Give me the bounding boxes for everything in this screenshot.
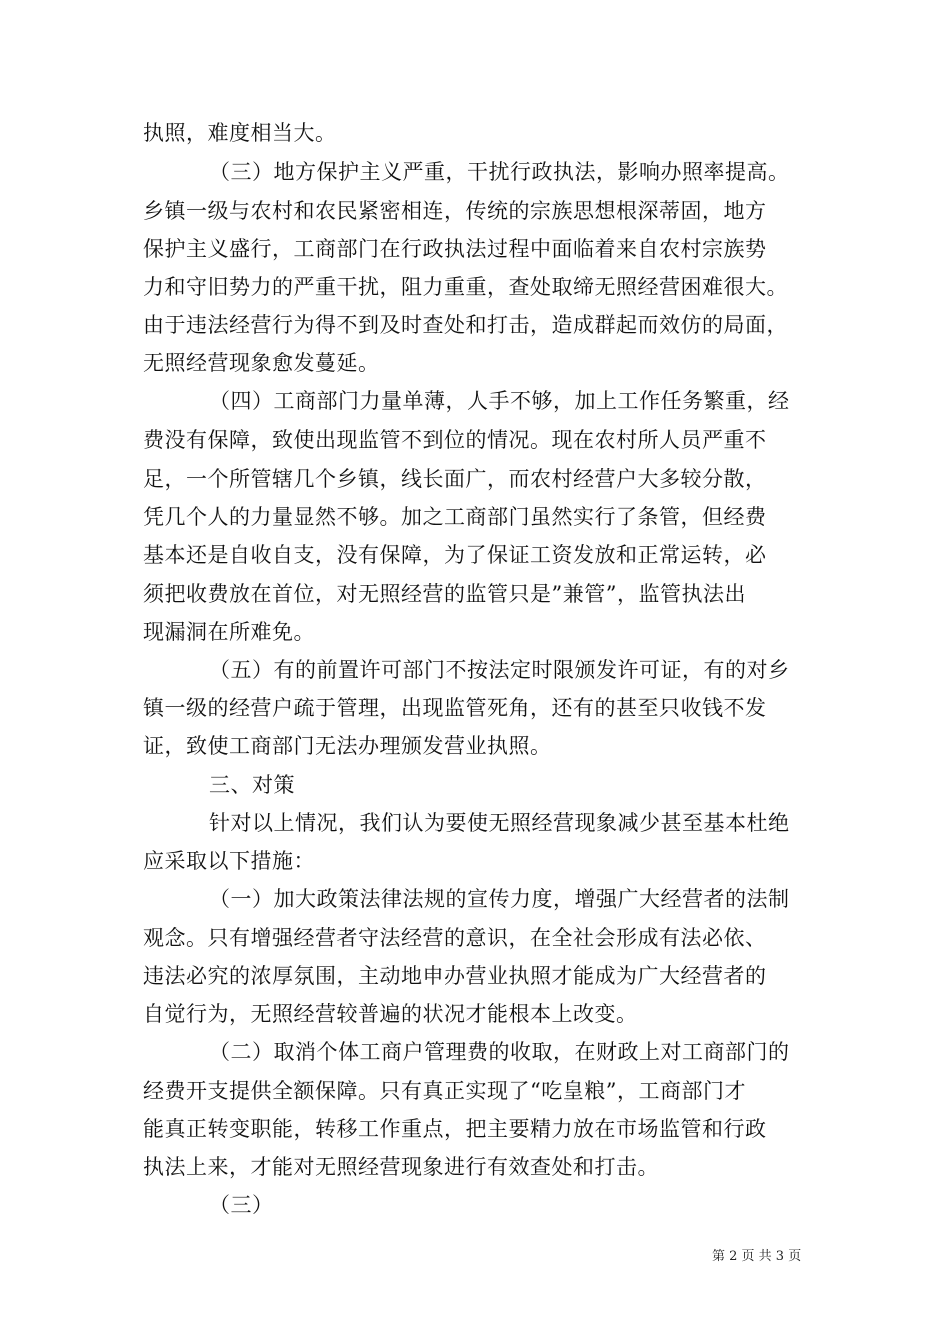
- text-line: （三）地方保护主义严重，干扰行政执法，影响办照率提高。: [209, 160, 790, 184]
- text-line: 针对以上情况，我们认为要使无照经营现象减少甚至基本杜绝: [209, 811, 790, 835]
- text-line: 无照经营现象愈发蔓延。: [143, 351, 380, 375]
- text-line: 足，一个所管辖几个乡镇，线长面广，而农村经营户大多较分散，: [143, 467, 767, 491]
- text-line: 力和守旧势力的严重干扰，阻力重重，查处取缔无照经营困难很大。: [143, 275, 788, 299]
- text-line: 执法上来，才能对无照经营现象进行有效查处和打击。: [143, 1155, 659, 1179]
- section-heading: 三、对策: [209, 773, 295, 797]
- text-line: 乡镇一级与农村和农民紧密相连，传统的宗族思想根深蒂固，地方: [143, 199, 767, 223]
- text-line: （三）: [209, 1193, 274, 1217]
- text-line: 能真正转变职能，转移工作重点，把主要精力放在市场监管和行政: [143, 1117, 767, 1141]
- text-line: 镇一级的经营户疏于管理，出现监管死角，还有的甚至只收钱不发: [143, 696, 767, 720]
- text-line: 观念。只有增强经营者守法经营的意识，在全社会形成有法必依、: [143, 926, 767, 950]
- text-line: 经费开支提供全额保障。只有真正实现了“吃皇粮”，工商部门才: [143, 1079, 746, 1103]
- text-line: （二）取消个体工商户管理费的收取，在财政上对工商部门的: [209, 1040, 790, 1064]
- text-line: 现漏洞在所难免。: [143, 620, 315, 644]
- text-line: 执照，难度相当大。: [143, 121, 337, 145]
- text-line: 费没有保障，致使出现监管不到位的情况。现在农村所人员严重不: [143, 428, 767, 452]
- text-line: 凭几个人的力量显然不够。加之工商部门虽然实行了条管，但经费: [143, 505, 767, 529]
- text-line: 自觉行为，无照经营较普遍的状况才能根本上改变。: [143, 1002, 638, 1026]
- text-line: （五）有的前置许可部门不按法定时限颁发许可证，有的对乡: [209, 658, 790, 682]
- text-line: （一）加大政策法律法规的宣传力度，增强广大经营者的法制: [209, 887, 790, 911]
- page-number: 第 2 页 共 3 页: [712, 1249, 802, 1264]
- text-line: 须把收费放在首位，对无照经营的监管只是”兼管”，监管执法出: [143, 582, 746, 606]
- text-line: 违法必究的浓厚氛围，主动地申办营业执照才能成为广大经营者的: [143, 964, 767, 988]
- text-line: 证，致使工商部门无法办理颁发营业执照。: [143, 734, 552, 758]
- text-line: 保护主义盛行，工商部门在行政执法过程中面临着来自农村宗族势: [143, 237, 767, 261]
- text-line: （四）工商部门力量单薄，人手不够，加上工作任务繁重，经: [209, 389, 790, 413]
- text-line: 由于违法经营行为得不到及时查处和打击，造成群起而效仿的局面，: [143, 313, 788, 337]
- text-line: 基本还是自收自支，没有保障，为了保证工资发放和正常运转，必: [143, 543, 767, 567]
- text-line: 应采取以下措施：: [143, 849, 315, 873]
